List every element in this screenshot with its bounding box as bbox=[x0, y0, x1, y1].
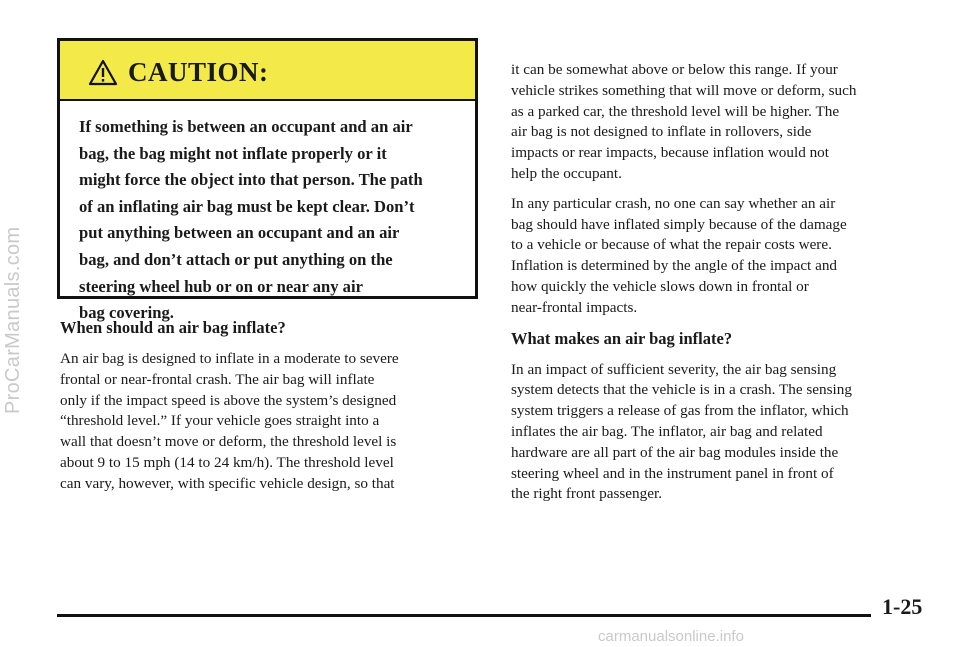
page-number: 1-25 bbox=[882, 594, 923, 619]
paragraph-sensing-system: In an impact of sufficient severity, the air bag sensing system detects that the vehicle is in a crash. The sensing system triggers a release of gas from the inflator, which inflates the air bag. The inflator, air bag and related hardware are all part of the air bag modules inside the steering wheel and in the instrument panel in front of the right front passenger. bbox=[511, 360, 852, 503]
left-column bbox=[60, 317, 480, 495]
bottom-watermark: carmanualsonline.info bbox=[598, 628, 744, 645]
caution-header bbox=[60, 41, 475, 101]
right-column bbox=[511, 60, 936, 505]
side-watermark: ProCarManuals.com bbox=[2, 226, 24, 414]
caution-title: CAUTION: bbox=[128, 56, 269, 87]
paragraph-when: An air bag is designed to inflate in a moderate to severe frontal or near-frontal crash. The air bag will inflate only if the impact speed is above the system’s designed “threshold level.” If your vehicle goes straight into a wall that doesn’t move or deform, the threshold level is about 9 to 15 mph (14 to 24 km/h). The threshold level can vary, however, with specific vehicle design, so that bbox=[60, 350, 399, 492]
paragraph-threshold-continued: it can be somewhat above or below this range. If your vehicle strikes something that will move or deform, such as a parked car, the threshold level will be higher. The air bag is not designed to inflate in rollovers, side impacts or rear impacts, because inflation would not help the occupant. bbox=[511, 61, 857, 182]
caution-text: If something is between an occupant and an air bag, the bag might not inflate properly or it might force the object into that person. The path of an inflating air bag must be kept clear. Don’t put anything between an occupant and an air bag, and don’t attach or put anything on the steering wheel hub or on or near any air bag covering. bbox=[79, 117, 423, 323]
paragraph-particular-crash: In any particular crash, no one can say whether an air bag should have inflated simply because of the damage to a vehicle or because of what the repair costs were. Inflation is determined by the angle of the impact and how quickly the vehicle slows down in frontal or near-frontal impacts. bbox=[511, 194, 847, 316]
section-heading-when: When should an air bag inflate? bbox=[60, 318, 286, 337]
section-heading-what: What makes an air bag inflate? bbox=[511, 328, 733, 348]
warning-triangle-icon bbox=[88, 59, 118, 86]
caution-box bbox=[57, 38, 478, 323]
footer-rule bbox=[57, 614, 871, 617]
